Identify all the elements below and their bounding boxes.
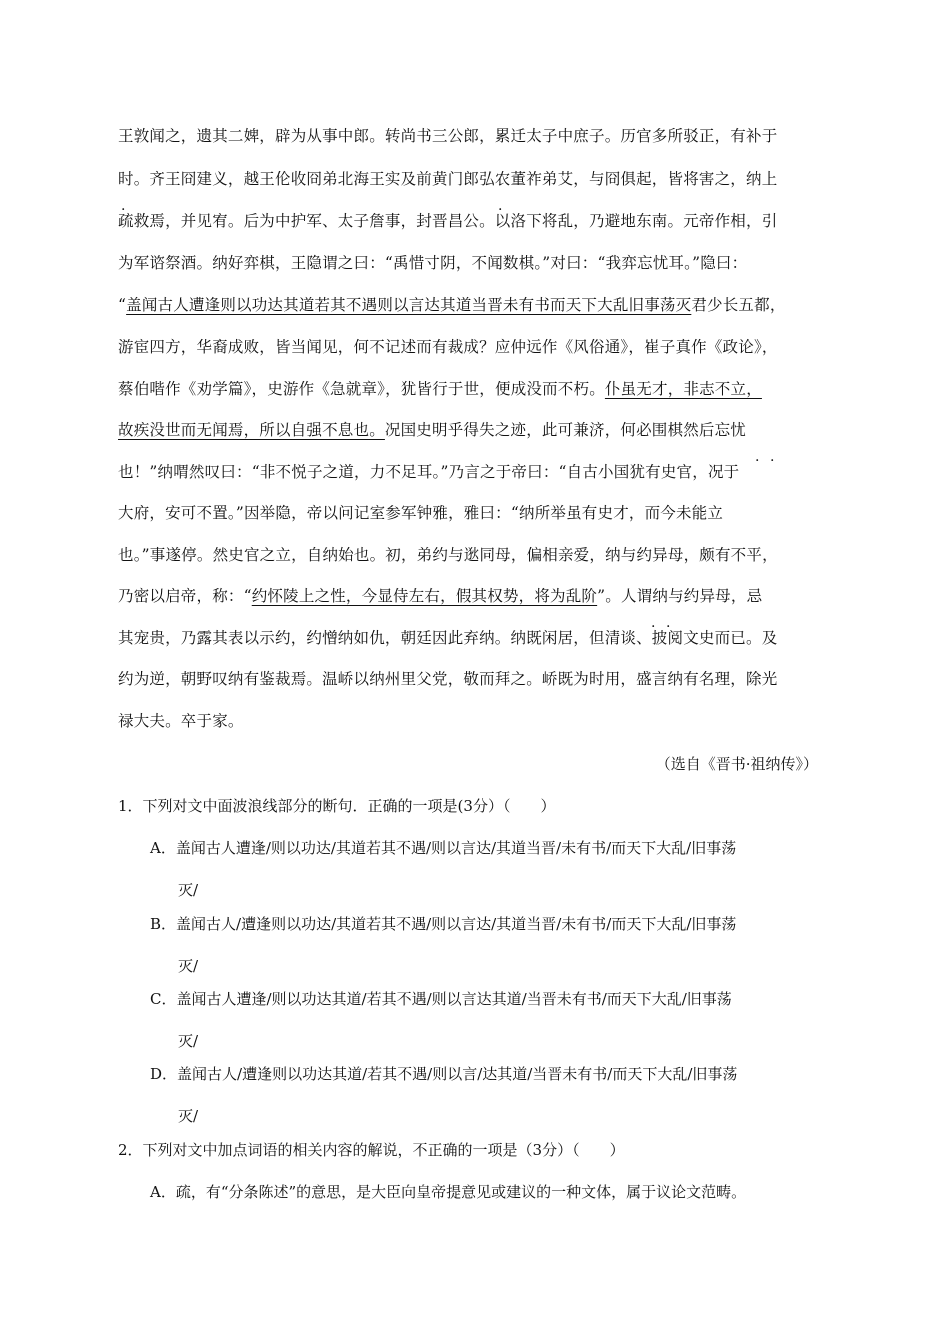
passage-line: 也！”纳喟然叹曰：“非不悦子之道，力不足耳。”乃言之于帝曰：“自古小国犹有史官，况于 [118,463,740,481]
passage-line: 疏救焉，并见宥。后为中护军、太子詹事，封晋昌公。以洛下将乱，乃避地东南。元帝作相，引 [118,212,778,230]
question-1-option-d-cont: 灭/ [178,1107,199,1125]
passage-line: 禄大夫。卒于家。 [118,712,244,730]
underlined-sentence: 故疾没世而无闻焉，所以自强不息也。 [118,421,385,439]
emphasis-dot: . [755,449,760,465]
question-1-option-a-cont: 灭/ [178,881,199,899]
question-2-stem: 2．下列对文中加点词语的相关内容的解说，不正确的一项是（3分）（ ） [118,1141,625,1159]
emphasis-dot: . [121,198,126,214]
passage-source: （选自《晋书·祖纳传》） [655,755,818,773]
underlined-sentence: 约怀陵上之性，今显侍左右，假其权势，将为乱阶 [251,587,598,605]
passage-text: ”。人谓纳与约异母，忌 [597,587,763,605]
question-1-option-c-cont: 灭/ [178,1032,199,1050]
question-1-option-a: A．盖闻古人遭逢/则以功达/其道若其不遇/则以言达/其道当晋/未有书/而天下大乱/旧事荡 [150,839,737,857]
question-2-option-a: A．疏，有“分条陈述”的意思，是大臣向皇帝提意见或建议的一种文体，属于议论文范畴。 [150,1183,747,1201]
emphasis-dot: . [651,615,656,631]
question-1-option-c: C．盖闻古人遭逢/则以功达其道/若其不遇/则以言达其道/当晋未有书/而天下大乱/旧事荡 [150,990,732,1008]
question-1-option-d: D．盖闻古人/遭逢则以功达其道/若其不遇/则以言/达其道/当晋未有书/而天下大乱/旧事荡 [150,1065,738,1083]
passage-line: 其宠贵，乃露其表以示约，约憎纳如仇，朝廷因此弃纳。纳既闲居，但清谈、披阅文史而已。及 [118,629,778,647]
passage-line [118,378,840,400]
passage-text: 蔡伯喈作《劝学篇》，史游作《急就章》，犹皆行于世，便成没而不朽。 [118,380,605,398]
question-1-stem: 1．下列对文中面波浪线部分的断句．正确的一项是(3分）（ ） [118,797,556,815]
question-1-option-b: B．盖闻古人/遭逢则以功达/其道若其不遇/则以言达/其道当晋/未有书/而天下大乱/旧事荡 [150,915,737,933]
passage-line [118,294,840,316]
emphasis-dot: . [666,615,671,631]
passage-text: 君少长五都， [691,296,786,314]
question-1-option-b-cont: 灭/ [178,957,199,975]
passage-line: 游宦四方，华裔成败，皆当闻见，何不记述而有裁成？应仲远作《风俗通》，崔子真作《政论》， [118,338,778,356]
passage-line: 为军谘祭酒。纳好弈棋，王隐谓之曰：“禹惜寸阴，不闻数棋。”对曰：“我弈忘忧耳。”隐曰： [118,254,748,272]
emphasis-dot: . [770,449,775,465]
passage-line: 时。齐王冏建义，越王伦收冏弟北海王实及前黄门郎弘农董祚弟艾，与冏俱起，皆将害之，纳上 [118,170,778,188]
emphasis-dot: . [498,198,503,214]
passage-text: 况国史明乎得失之迹，此可兼济，何必围棋然后忘忧 [384,421,747,439]
wavy-underlined-passage: 盖闻古人遭逢则以功达其道若其不遇则以言达其道当晋未有书而天下大乱旧事荡灭 [126,296,692,314]
passage-text: 乃密以启帝，称：“ [118,587,252,605]
passage-line [118,585,840,607]
quote-open: “ [118,296,127,314]
passage-line: 大府，安可不置。”因举隐，帝以问记室参军钟雅，雅曰：“纳所举虽有史才，而今未能立 [118,504,724,522]
passage-line [118,419,840,441]
passage-line: 也。”事遂停。然史官之立，自纳始也。初，弟约与逖同母，偏相亲爱，纳与约异母，颇有不平， [118,546,778,564]
passage-line: 王敦闻之，遗其二婢，辟为从事中郎。转尚书三公郎，累迁太子中庶子。历官多所驳正，有补于 [118,127,778,145]
passage-line: 约为逆，朝野叹纳有鉴裁焉。温峤以纳州里父党，敬而拜之。峤既为时用，盛言纳有名理，除光 [118,670,778,688]
underlined-sentence: 仆虽无才，非志不立， [604,380,762,398]
